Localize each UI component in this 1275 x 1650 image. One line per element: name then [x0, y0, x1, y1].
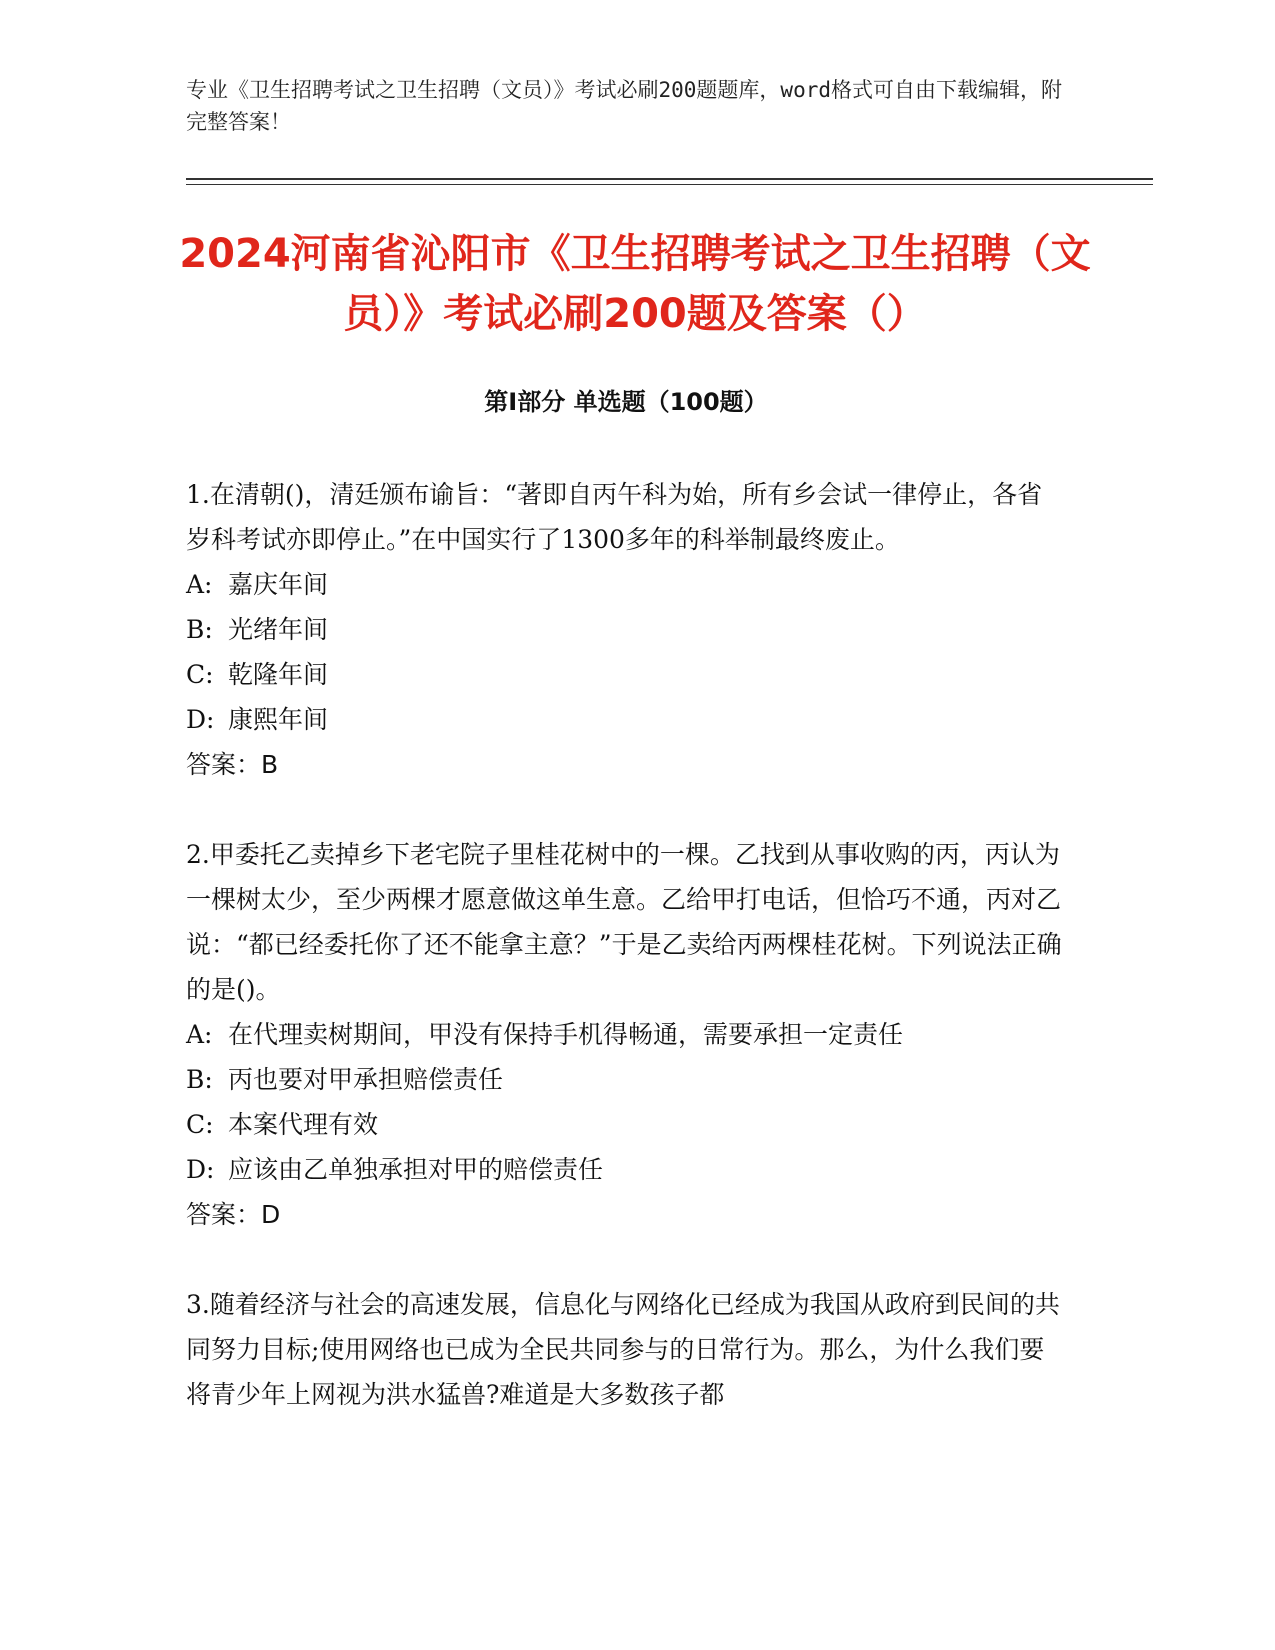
question-3	[186, 1282, 1066, 1417]
answer-line: 答案：B	[186, 750, 279, 779]
option-a	[186, 1012, 1066, 1057]
answer-line: 答案：D	[186, 1200, 281, 1229]
option-b	[186, 1057, 1066, 1102]
option-c	[186, 652, 1066, 697]
section-heading: 第Ⅰ部分 单选题（100题）	[484, 388, 768, 416]
option-c	[186, 1102, 1066, 1147]
question-stem: 1.在清朝()，清廷颁布谕旨：“著即自丙午科为始，所有乡会试一律停止，各省岁科考试亦即停止。”在中国实行了1300多年的科举制最终废止。	[186, 480, 1043, 554]
option-a	[186, 562, 1066, 607]
option-key: A:	[186, 1020, 213, 1049]
option-key: A:	[186, 570, 213, 599]
option-d	[186, 1147, 1066, 1192]
question-1	[186, 472, 1066, 787]
option-text: 在代理卖树期间，甲没有保持手机得畅通，需要承担一定责任	[228, 1020, 904, 1049]
page-header: 专业《卫生招聘考试之卫生招聘（文员）》考试必刷200题题库，word格式可自由下载编辑，附完整答案！	[186, 78, 1062, 134]
option-text: 光绪年间	[228, 615, 329, 644]
option-text: 乾隆年间	[228, 660, 329, 689]
option-text: 嘉庆年间	[228, 570, 329, 599]
header-divider	[186, 178, 1153, 180]
option-key: B:	[186, 615, 213, 644]
question-stem: 3.随着经济与社会的高速发展，信息化与网络化已经成为我国从政府到民间的共同努力目标;使用网络也已成为全民共同参与的日常行为。那么，为什么我们要将青少年上网视为洪水猛兽?难道是大多数孩子都	[186, 1290, 1060, 1409]
option-d	[186, 697, 1066, 742]
header-divider-thin	[186, 184, 1153, 185]
option-key: C:	[186, 1110, 214, 1139]
question-2	[186, 832, 1066, 1237]
option-text: 本案代理有效	[228, 1110, 379, 1139]
question-stem: 2.甲委托乙卖掉乡下老宅院子里桂花树中的一棵。乙找到从事收购的丙，丙认为一棵树太少，至少两棵才愿意做这单生意。乙给甲打电话，但恰巧不通，丙对乙说：“都已经委托你了还不能拿主意？”于是乙卖给丙两棵桂花树。下列说法正确的是()。	[186, 840, 1062, 1004]
option-text: 应该由乙单独承担对甲的赔偿责任	[228, 1155, 604, 1184]
option-key: B:	[186, 1065, 213, 1094]
option-key: D:	[186, 1155, 215, 1184]
option-text: 康熙年间	[228, 705, 329, 734]
option-b	[186, 607, 1066, 652]
document-title: 2024河南省沁阳市《卫生招聘考试之卫生招聘（文员）》考试必刷200题及答案（）	[179, 231, 1091, 337]
option-key: D:	[186, 705, 215, 734]
question-list	[186, 472, 1066, 1462]
option-key: C:	[186, 660, 214, 689]
option-text: 丙也要对甲承担赔偿责任	[228, 1065, 504, 1094]
